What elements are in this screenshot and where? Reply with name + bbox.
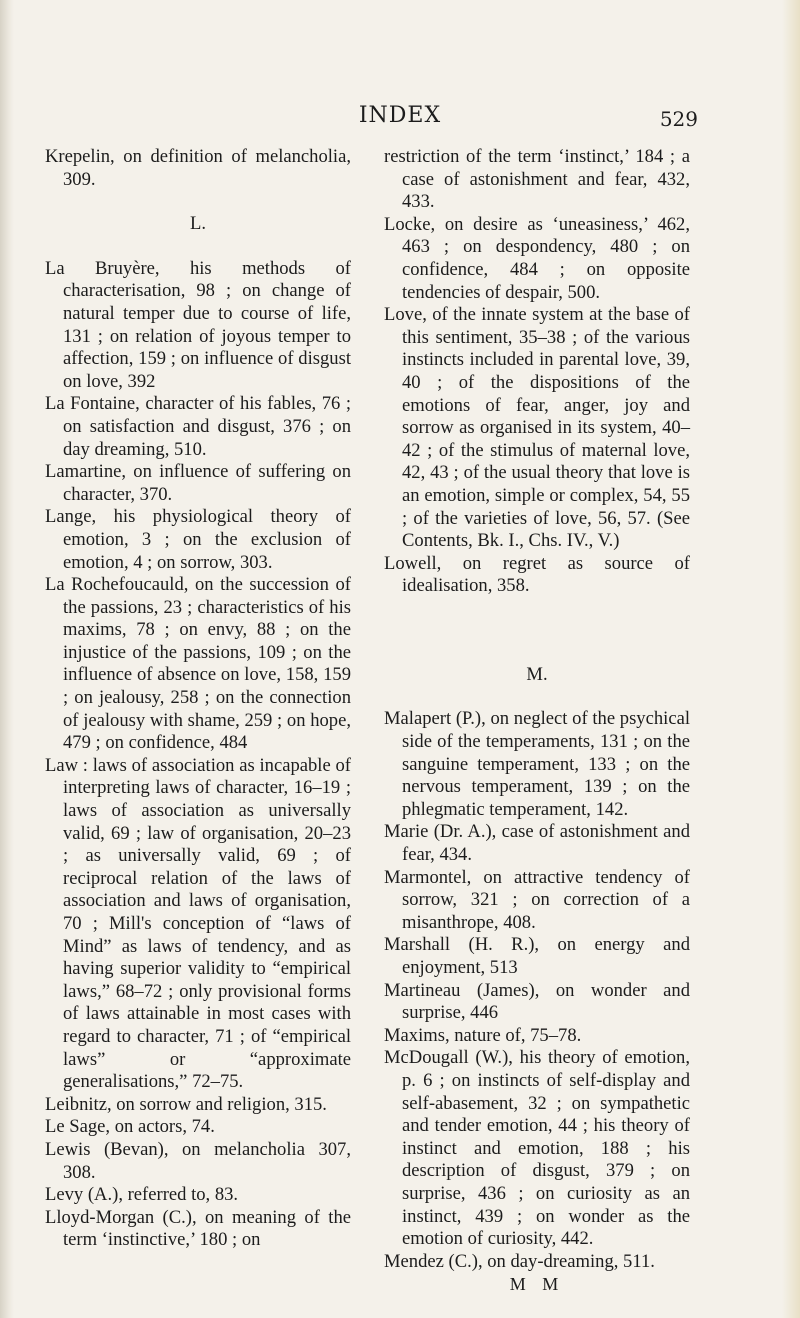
running-title: INDEX bbox=[358, 103, 442, 128]
index-entry: La Fontaine, character of his fables, 76 ; on satisfaction and disgust, 376 ; on day dreaming, 510. bbox=[45, 393, 351, 460]
index-entry: Martineau (James), on wonder and surprise, 446 bbox=[384, 979, 690, 1024]
printer-signature-mark: M M bbox=[509, 1274, 565, 1295]
index-entry: Leibnitz, on sorrow and religion, 315. bbox=[45, 1093, 327, 1115]
page-header bbox=[0, 103, 800, 135]
index-entry: Lamartine, on influence of suffering on character, 370. bbox=[45, 461, 351, 505]
index-entry: McDougall (W.), his theory of emotion, p. 6 ; on instincts of self-display and self-abasement, 32 ; on sympathetic and tender emotion, 44 ; his theory of instinct and emotion, 188 ; his description of disgust, 379 ; on surprise, 436 ; on curiosity as an instinct, 439 ; on wonder as the emotion of curiosity, 442. bbox=[384, 1047, 690, 1250]
index-entry: Lowell, on regret as source of idealisation, 358. bbox=[384, 552, 690, 597]
index-entry: Le Sage, on actors, 74. bbox=[45, 1116, 215, 1138]
index-entry: Lewis (Bevan), on melancholia 307, 308. bbox=[45, 1138, 351, 1183]
index-entry: Marmontel, on attractive tendency of sorrow, 321 ; on correction of a misanthrope, 408. bbox=[384, 866, 690, 933]
index-entry: Marie (Dr. A.), case of astonishment and fear, 434. bbox=[384, 821, 690, 866]
index-entry: Locke, on desire as ‘uneasiness,’ 462, 463 ; on despondency, 480 ; on confidence, 484 ; on opposite tendencies of despair, 500. bbox=[384, 213, 690, 303]
page-edge bbox=[782, 0, 800, 1318]
index-entry: Levy (A.), referred to, 83. bbox=[45, 1184, 239, 1206]
index-entry: Lange, his physiological theory of emotion, 3 ; on the exclusion of emotion, 4 ; on sorrow, 303. bbox=[45, 506, 351, 573]
index-entry: Law : laws of association as incapable of interpreting laws of character, 16–19 ; laws of association as universally valid, 69 ; law of organisation, 20–23 ; as universally valid, 69 ; of reciprocal relation of the laws of association and laws of organisation, 70 ; Mill's conception of “laws of Mind” as laws of tendency, and as having superior validity to “empirical laws,” 68–72 ; only provisional forms of laws attainable in most cases with regard to character, 71 ; of “empirical laws” or “approximate generalisations,” 72–75. bbox=[45, 754, 351, 1093]
page-number: 529 bbox=[659, 107, 698, 131]
index-entry: Krepelin, on definition of melancholia, 309. bbox=[45, 146, 351, 190]
page-gutter-shadow bbox=[0, 0, 14, 1318]
section-letter-m: M. bbox=[526, 663, 548, 685]
section-letter-l: L. bbox=[189, 213, 206, 235]
index-entry: Lloyd-Morgan (C.), on meaning of the term ‘instinctive,’ 180 ; on bbox=[45, 1206, 351, 1251]
index-column-left bbox=[45, 146, 351, 1252]
index-entry: restriction of the term ‘instinct,’ 184 ; a case of astonishment and fear, 432, 433. bbox=[384, 146, 690, 213]
index-entry: La Rochefoucauld, on the succession of the passions, 23 ; characteristics of his maxims, 78 ; on envy, 88 ; on the injustice of the passions, 109 ; on the influence of absence on love, 158, 159 ; on jealousy, 258 ; on the connection of jealousy with shame, 259 ; on hope, 479 ; on confidence, 484 bbox=[45, 574, 351, 754]
index-entry: La Bruyère, his methods of characterisation, 98 ; on change of natural temper due to course of life, 131 ; on relation of joyous temper to affection, 159 ; on influence of disgust on love, 392 bbox=[45, 257, 351, 392]
index-entry: Marshall (H. R.), on energy and enjoyment, 513 bbox=[384, 934, 690, 978]
index-column-right bbox=[384, 146, 690, 1296]
index-entry: Mendez (C.), on day-dreaming, 511. bbox=[384, 1250, 655, 1272]
index-entry: Malapert (P.), on neglect of the psychical side of the temperaments, 131 ; on the sanguine temperament, 133 ; on the nervous temperament, 139 ; on the phlegmatic temperament, 142. bbox=[384, 708, 690, 820]
index-entry: Love, of the innate system at the base of this sentiment, 35–38 ; of the various instincts included in parental love, 39, 40 ; of the dispositions of the emotions of fear, anger, joy and sorrow as organised in its system, 40–42 ; of the stimulus of maternal love, 42, 43 ; of the usual theory that love is an emotion, simple or complex, 54, 55 ; of the varieties of love, 56, 57. (See Contents, Bk. I., Chs. IV., V.) bbox=[384, 304, 690, 552]
index-entry: Maxims, nature of, 75–78. bbox=[384, 1024, 582, 1046]
